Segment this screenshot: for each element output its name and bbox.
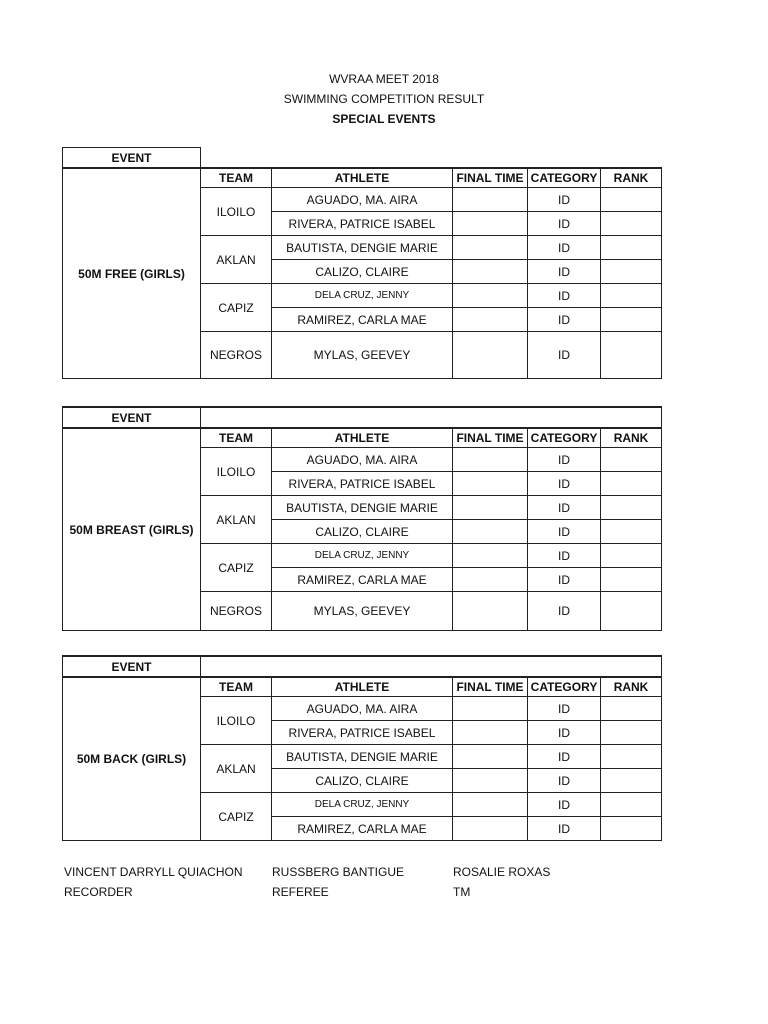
category-cell: ID <box>528 448 601 472</box>
final-time-cell <box>453 188 528 212</box>
athlete-cell: BAUTISTA, DENGIE MARIE <box>272 236 453 260</box>
team-cell: CAPIZ <box>201 793 272 841</box>
col-rank: RANK <box>601 428 662 448</box>
category-cell: ID <box>528 769 601 793</box>
final-time-cell <box>453 308 528 332</box>
final-time-cell <box>453 260 528 284</box>
signatory-tm <box>453 862 550 902</box>
team-cell: ILOILO <box>201 448 272 496</box>
results-table-free <box>62 147 662 379</box>
team-cell: ILOILO <box>201 697 272 745</box>
final-time-cell <box>453 697 528 721</box>
athlete-cell: CALIZO, CLAIRE <box>272 520 453 544</box>
signatory-name: ROSALIE ROXAS <box>453 865 551 879</box>
category-cell: ID <box>528 260 601 284</box>
athlete-cell: BAUTISTA, DENGIE MARIE <box>272 496 453 520</box>
athlete-cell: RAMIREZ, CARLA MAE <box>272 308 453 332</box>
event-label: EVENT <box>63 148 201 169</box>
team-cell: CAPIZ <box>201 284 272 332</box>
athlete-cell: MYLAS, GEEVEY <box>272 592 453 631</box>
signatory-role: RECORDER <box>64 885 133 899</box>
signatory-name: VINCENT DARRYLL QUIACHON <box>64 865 243 879</box>
event-header-blank <box>201 407 662 428</box>
category-cell: ID <box>528 284 601 308</box>
team-cell: NEGROS <box>201 332 272 379</box>
category-cell: ID <box>528 592 601 631</box>
category-cell: ID <box>528 721 601 745</box>
rank-cell <box>601 496 662 520</box>
col-rank: RANK <box>601 168 662 188</box>
team-cell: AKLAN <box>201 236 272 284</box>
athlete-cell: RIVERA, PATRICE ISABEL <box>272 721 453 745</box>
event-name: 50M BACK (GIRLS) <box>63 677 201 841</box>
col-team: TEAM <box>201 428 272 448</box>
team-cell: AKLAN <box>201 496 272 544</box>
col-final-time: FINAL TIME <box>453 428 528 448</box>
category-cell: ID <box>528 793 601 817</box>
signatory-recorder <box>64 862 242 902</box>
rank-cell <box>601 284 662 308</box>
final-time-cell <box>453 332 528 379</box>
athlete-cell: RIVERA, PATRICE ISABEL <box>272 212 453 236</box>
col-athlete: ATHLETE <box>272 677 453 697</box>
meet-title: WVRAA MEET 2018 <box>329 72 439 86</box>
rank-cell <box>601 332 662 379</box>
category-cell: ID <box>528 817 601 841</box>
athlete-cell: AGUADO, MA. AIRA <box>272 697 453 721</box>
team-cell: AKLAN <box>201 745 272 793</box>
final-time-cell <box>453 592 528 631</box>
final-time-cell <box>453 520 528 544</box>
rank-cell <box>601 769 662 793</box>
final-time-cell <box>453 721 528 745</box>
rank-cell <box>601 188 662 212</box>
signatory-role: REFEREE <box>272 885 329 899</box>
team-cell: CAPIZ <box>201 544 272 592</box>
category-cell: ID <box>528 568 601 592</box>
event-header-blank <box>201 148 662 169</box>
signatory-referee <box>272 862 404 902</box>
rank-cell <box>601 448 662 472</box>
athlete-cell: DELA CRUZ, JENNY <box>272 544 453 568</box>
athlete-cell: RAMIREZ, CARLA MAE <box>272 568 453 592</box>
document-header <box>0 69 768 129</box>
event-label: EVENT <box>63 407 201 428</box>
athlete-cell: RAMIREZ, CARLA MAE <box>272 817 453 841</box>
athlete-cell: CALIZO, CLAIRE <box>272 769 453 793</box>
rank-cell <box>601 260 662 284</box>
category-cell: ID <box>528 520 601 544</box>
final-time-cell <box>453 212 528 236</box>
final-time-cell <box>453 236 528 260</box>
final-time-cell <box>453 544 528 568</box>
col-athlete: ATHLETE <box>272 428 453 448</box>
athlete-cell: RIVERA, PATRICE ISABEL <box>272 472 453 496</box>
rank-cell <box>601 817 662 841</box>
category-cell: ID <box>528 236 601 260</box>
category-cell: ID <box>528 496 601 520</box>
col-final-time: FINAL TIME <box>453 677 528 697</box>
rank-cell <box>601 793 662 817</box>
col-category: CATEGORY <box>528 428 601 448</box>
athlete-cell: BAUTISTA, DENGIE MARIE <box>272 745 453 769</box>
athlete-cell: DELA CRUZ, JENNY <box>272 284 453 308</box>
rank-cell <box>601 697 662 721</box>
athlete-cell: AGUADO, MA. AIRA <box>272 188 453 212</box>
team-cell: NEGROS <box>201 592 272 631</box>
col-team: TEAM <box>201 677 272 697</box>
final-time-cell <box>453 284 528 308</box>
rank-cell <box>601 236 662 260</box>
rank-cell <box>601 592 662 631</box>
final-time-cell <box>453 496 528 520</box>
final-time-cell <box>453 793 528 817</box>
category-cell: ID <box>528 544 601 568</box>
athlete-cell: CALIZO, CLAIRE <box>272 260 453 284</box>
final-time-cell <box>453 472 528 496</box>
event-label: EVENT <box>63 656 201 677</box>
final-time-cell <box>453 769 528 793</box>
athlete-cell: DELA CRUZ, JENNY <box>272 793 453 817</box>
col-category: CATEGORY <box>528 168 601 188</box>
event-name: 50M BREAST (GIRLS) <box>63 428 201 631</box>
athlete-cell: MYLAS, GEEVEY <box>272 332 453 379</box>
rank-cell <box>601 212 662 236</box>
rank-cell <box>601 544 662 568</box>
col-category: CATEGORY <box>528 677 601 697</box>
col-athlete: ATHLETE <box>272 168 453 188</box>
signatory-role: TM <box>453 885 471 899</box>
event-header-blank <box>201 656 662 677</box>
results-table-breast <box>62 406 662 631</box>
team-cell: ILOILO <box>201 188 272 236</box>
signatory-name: RUSSBERG BANTIGUE <box>272 865 405 879</box>
category-cell: ID <box>528 188 601 212</box>
rank-cell <box>601 721 662 745</box>
rank-cell <box>601 520 662 544</box>
category-cell: ID <box>528 212 601 236</box>
event-name: 50M FREE (GIRLS) <box>63 168 201 379</box>
col-rank: RANK <box>601 677 662 697</box>
final-time-cell <box>453 568 528 592</box>
competition-title: SWIMMING COMPETITION RESULT <box>283 92 485 106</box>
rank-cell <box>601 568 662 592</box>
section-title: SPECIAL EVENTS <box>332 112 436 126</box>
category-cell: ID <box>528 697 601 721</box>
rank-cell <box>601 472 662 496</box>
final-time-cell <box>453 745 528 769</box>
category-cell: ID <box>528 745 601 769</box>
athlete-cell: AGUADO, MA. AIRA <box>272 448 453 472</box>
final-time-cell <box>453 448 528 472</box>
rank-cell <box>601 308 662 332</box>
col-final-time: FINAL TIME <box>453 168 528 188</box>
category-cell: ID <box>528 308 601 332</box>
results-table-back <box>62 655 662 841</box>
col-team: TEAM <box>201 168 272 188</box>
category-cell: ID <box>528 332 601 379</box>
final-time-cell <box>453 817 528 841</box>
category-cell: ID <box>528 472 601 496</box>
rank-cell <box>601 745 662 769</box>
